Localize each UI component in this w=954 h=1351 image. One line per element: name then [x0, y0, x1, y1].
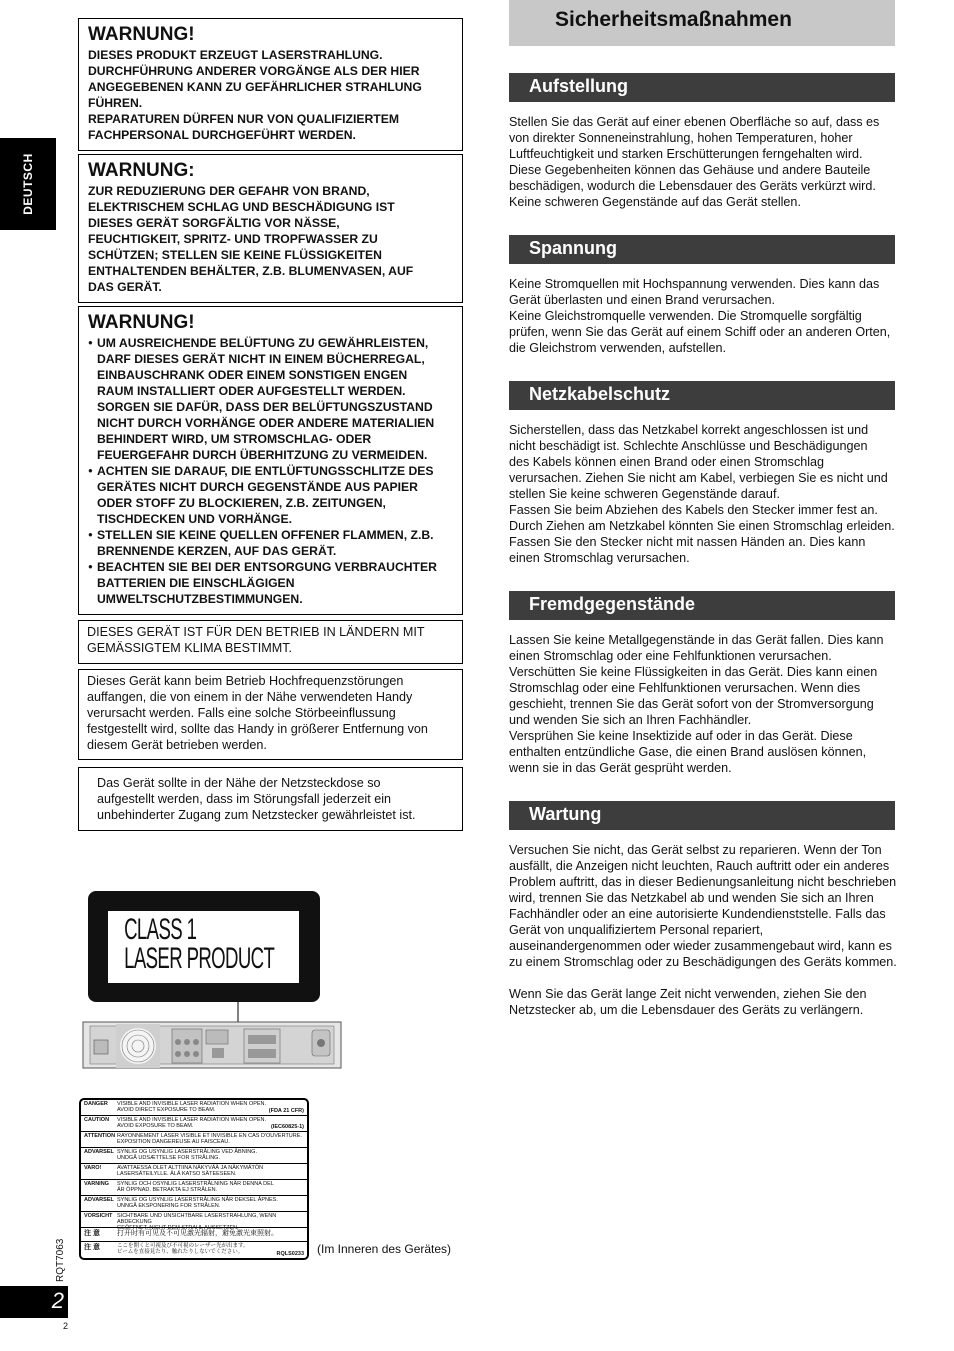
warning-label-row: VARNING SYNLIG OCH OSYNLIG LASERSTRÅLNING NÄR DENNA DEL ÄR ÖPPNAD. BETRAKTA EJ STRÅLEN. — [81, 1180, 307, 1196]
warning-label-row: DANGER VISIBLE AND INVISIBLE LASER RADIATION WHEN OPEN. AVOID DIRECT EXPOSURE TO BEAM. (FDA 21 CFR) — [81, 1100, 307, 1116]
warning-box-laser — [78, 18, 463, 151]
section-text-wartung: Versuchen Sie nicht, das Gerät selbst zu reparieren. Wenn der Ton ausfällt, die Anzeigen nicht leuchten, Rauch auftritt oder ein anderes Problem auftritt, das in dieser Bedienungsanleitung nicht beschrieben wird, trennen Sie das Netzkabel ab und wenden Sie sich an Ihren Fachhändler oder an eine autorisierte Kundendienststelle. Falls das Gerät von unqualifiziertem Personal repariert, auseinandergenommen oder wieder zusammengebaut wird, kann es zu einem Stromschlag oder zu Beschädigungen des Geräts kommen. Wenn Sie das Gerät lange Zeit nicht verwenden, ziehen Sie den Netzstecker ab, um die Lebensdauer des Geräts zu verlängern. — [509, 843, 897, 1017]
warning-line: FÜHREN. — [88, 96, 143, 110]
warning-label-row: ADVARSEL SYNLIG OG USYNLIG LASERSTRÅLING VED ÅBNING. UNDGÅ UDSÆTTELSE FOR STRÅLING. — [81, 1148, 307, 1164]
section-header-wartung — [509, 801, 895, 830]
warning-line: FEUCHTIGKEIT, SPRITZ- UND TROPFWASSER ZU — [88, 232, 378, 246]
laser-label-line: LASER PRODUCT — [124, 942, 275, 975]
warning-bullet: ● BEACHTEN SIE BEI DER ENTSORGUNG VERBRAUCHTER BATTERIEN DIE EINSCHLÄGIGEN UMWELTSCHUTZBESTIMMUNGEN. — [88, 559, 454, 607]
warning-bullet-list — [88, 335, 454, 607]
mobile-phone-note: Dieses Gerät kann beim Betrieb Hochfrequenzstörungen auffangen, die von einem in der Nähe verwendeten Handy verursacht werden. Falls eine solche Störbeeinflussung festgestellt wird, sollte das Handy in größerer Entfernung von diesem Gerät betrieben werden. — [78, 669, 463, 760]
warning-label-row: 注 意 ここを開くと可視及び不可視のレーザー光が出ます。 ビームを直接見たり、触れたりしないでください。 RQLS0233 — [84, 1243, 304, 1257]
warning-bullet: ● STELLEN SIE KEINE QUELLEN OFFENER FLAMMEN, Z.B. BRENNENDE KERZEN, AUF DAS GERÄT. — [88, 527, 454, 559]
label-caption: (Im Inneren des Gerätes) — [317, 1242, 452, 1256]
warning-line: ENTHALTENDEN BEHÄLTER, Z.B. BLUMENVASEN, AUF — [88, 264, 414, 278]
warning-title: WARNUNG: — [88, 160, 195, 181]
device-rear-panel-illustration — [82, 1002, 344, 1077]
section-title: Wartung — [529, 804, 602, 824]
page-number-box — [0, 1286, 68, 1318]
warning-line: SCHÜTZEN; STELLEN SIE KEINE FLÜSSIGKEITEN — [88, 248, 382, 262]
warning-bullet: ● UM AUSREICHENDE BELÜFTUNG ZU GEWÄHRLEISTEN, DARF DIESES GERÄT NICHT IN EINEM BÜCHERREGAL, EINBAUSCHRANK ODER EINEM SONSTIGEN ENGEN RAUM INSTALLIERT ODER AUFGESTELLT WERDEN. SORGEN SIE DAFÜR, DASS DER BELÜFTUNGSZUSTAND NICHT DURCH VORHÄNGE ODER ANDERE MATERIALIEN BEHINDERT WIRD, UM STROMSCHLAG- ODER FEUERGEFAHR DURCH ÜBERHITZUNG ZU VERMEIDEN. — [88, 335, 454, 463]
warning-line: ELEKTRISCHEM SCHLAG UND BESCHÄDIGUNG IST — [88, 200, 395, 214]
warning-label-row: CAUTION VISIBLE AND INVISIBLE LASER RADIATION WHEN OPEN. AVOID EXPOSURE TO BEAM. (IEC60825-1) — [81, 1116, 307, 1132]
section-title: Netzkabelschutz — [529, 384, 671, 404]
section-title: Spannung — [529, 238, 617, 258]
page-number-small: 2 — [63, 1321, 69, 1331]
section-header-aufstellung — [509, 73, 895, 102]
power-outlet-note: Das Gerät sollte in der Nähe der Netzsteckdose so aufgestellt werden, dass im Störungsfall jederzeit ein unbehinderter Zugang zum Netzstecker gewährleistet ist. — [78, 767, 463, 831]
warning-line: DIESES PRODUKT ERZEUGT LASERSTRAHLUNG. — [88, 48, 383, 62]
warning-box-ventilation — [78, 306, 463, 615]
warning-line: ZUR REDUZIERUNG DER GEFAHR VON BRAND, — [88, 184, 370, 198]
section-text-netzkabelschutz: Sicherstellen, dass das Netzkabel korrekt angeschlossen ist und nicht beschädigt ist. Schlechte Anschlüsse und Beschädigungen des Kabels können einen Brand oder einen Stromschlag verursachen. Ziehen Sie nicht am Kabel, verbiegen Sie es nicht und stellen Sie keine schweren Gegenstände darauf. Fassen Sie beim Abziehen des Kabels den Stecker immer fest an. Durch Ziehen am Netzkabel könnten Sie einen Stromschlag erleiden. Fassen Sie den Stecker nicht mit nassen Händen an. Dies kann einen Stromschlag verursachen. — [509, 423, 895, 565]
warning-line: DURCHFÜHRUNG ANDERER VORGÄNGE ALS DER HIER — [88, 64, 420, 78]
laser-label-line: CLASS 1 — [124, 913, 197, 946]
section-text-fremdgegenstaende: Lassen Sie keine Metallgegenstände in das Gerät fallen. Dies kann einen Stromschlag oder eine Fehlfunktionen verursachen. Verschütten Sie keine Flüssigkeiten in das Gerät. Dies kann einen Stromschlag oder eine Fehlfunktionen verursachen. Wenn dies geschieht, trennen Sie das Gerät sofort von der Stromversorgung und wenden Sie sich an Ihren Fachhändler. Versprühen Sie keine Insektizide auf oder in das Gerät. Diese enthalten entzündliche Gase, die einen Brand auslösen können, wenn sie in das Gerät gesprüht werden. — [509, 633, 884, 775]
warning-label-row: VARO! AVATTAESSA OLET ALTTIINA NÄKYVÄÄ JA NÄKYMÄTÖN LASERSÄTEILYLLE. ÄLÄ KATSO SÄTEESEEN. — [81, 1164, 307, 1180]
warning-line: ANGEGEBENEN KANN ZU GEFÄHRLICHER STRAHLUNG — [88, 80, 422, 94]
page-title-bar — [509, 0, 895, 46]
section-title: Fremdgegenstände — [529, 594, 696, 614]
warning-line: DIESES GERÄT SORGFÄLTIG VOR NÄSSE, — [88, 216, 340, 230]
warning-label-row: ATTENTION RAYONNEMENT LASER VISIBLE ET INVISIBLE EN CAS D'OUVERTURE. EXPOSITION DANGEREUSE AU FAISCEAU. — [81, 1132, 307, 1148]
section-header-spannung — [509, 235, 895, 264]
section-title: Aufstellung — [529, 76, 628, 96]
climate-note: DIESES GERÄT IST FÜR DEN BETRIEB IN LÄNDERN MIT GEMÄSSIGTEM KLIMA BESTIMMT. — [78, 620, 463, 664]
warning-title: WARNUNG! — [88, 24, 195, 45]
warning-bullet: ● ACHTEN SIE DARAUF, DIE ENTLÜFTUNGSSCHLITZE DES GERÄTES NICHT DURCH GEGENSTÄNDE AUS PAPIER ODER STOFF ZU BLOCKIEREN, Z.B. ZEITUNGEN, TISCHDECKEN UND VORHÄNGE. — [88, 463, 454, 527]
section-header-fremdgegenstaende — [509, 591, 895, 620]
warning-box-moisture — [78, 154, 463, 303]
page-number: 2 — [51, 1288, 64, 1313]
document-code: RQT7063 — [55, 1238, 66, 1282]
warning-line: REPARATUREN DÜRFEN NUR VON QUALIFIZIERTEM — [88, 112, 399, 126]
section-header-netzkabelschutz — [509, 381, 895, 410]
warning-label-row: 注 意 打开时有可见及不可见激光辐射，避免激光束照射。 — [81, 1228, 307, 1242]
language-tab — [0, 138, 56, 230]
section-text-spannung: Keine Stromquellen mit Hochspannung verwenden. Dies kann das Gerät überlasten und einen Brand verursachen. Keine Gleichstromquelle verwenden. Die Stromquelle sorgfältig prüfen, wenn Sie das Gerät auf einem Schiff oder an anderen Orten, die Gleichstrom verwenden, aufstellen. — [509, 277, 891, 355]
page-title: Sicherheitsmaßnahmen — [555, 8, 792, 31]
laser-warning-label — [79, 1098, 309, 1260]
warning-line: FACHPERSONAL DURCHGEFÜHRT WERDEN. — [88, 128, 356, 142]
warning-title: WARNUNG! — [88, 312, 195, 333]
section-text-aufstellung: Stellen Sie das Gerät auf einer ebenen Oberfläche so auf, dass es von direkter Sonneneinstrahlung, hohen Temperaturen, hoher Luftfeuchtigkeit und starken Erschütterungen ferngehalten wird. Diese Gegebenheiten können das Gehäuse und andere Bauteile beschädigen, wodurch die Lebensdauer des Geräts verkürzt wird. Keine schweren Gegenstände auf das Gerät stellen. — [509, 115, 880, 209]
warning-label-row: ADVARSEL SYNLIG OG USYNLIG LASERSTRÅLING NÅR DEKSEL ÅPNES. UNNGÅ EKSPONERING FOR STRÅLEN. — [81, 1196, 307, 1212]
warning-line: DAS GERÄT. — [88, 280, 162, 294]
warning-label-row: VORSICHT SICHTBARE UND UNSICHTBARE LASERSTRAHLUNG, WENN ABDECKUNG GEÖFFNET. NICHT DEM STRAHL AUSSETZEN. — [81, 1212, 307, 1228]
language-tab-label: DEUTSCH — [21, 153, 35, 215]
class1-laser-label — [88, 891, 320, 1002]
